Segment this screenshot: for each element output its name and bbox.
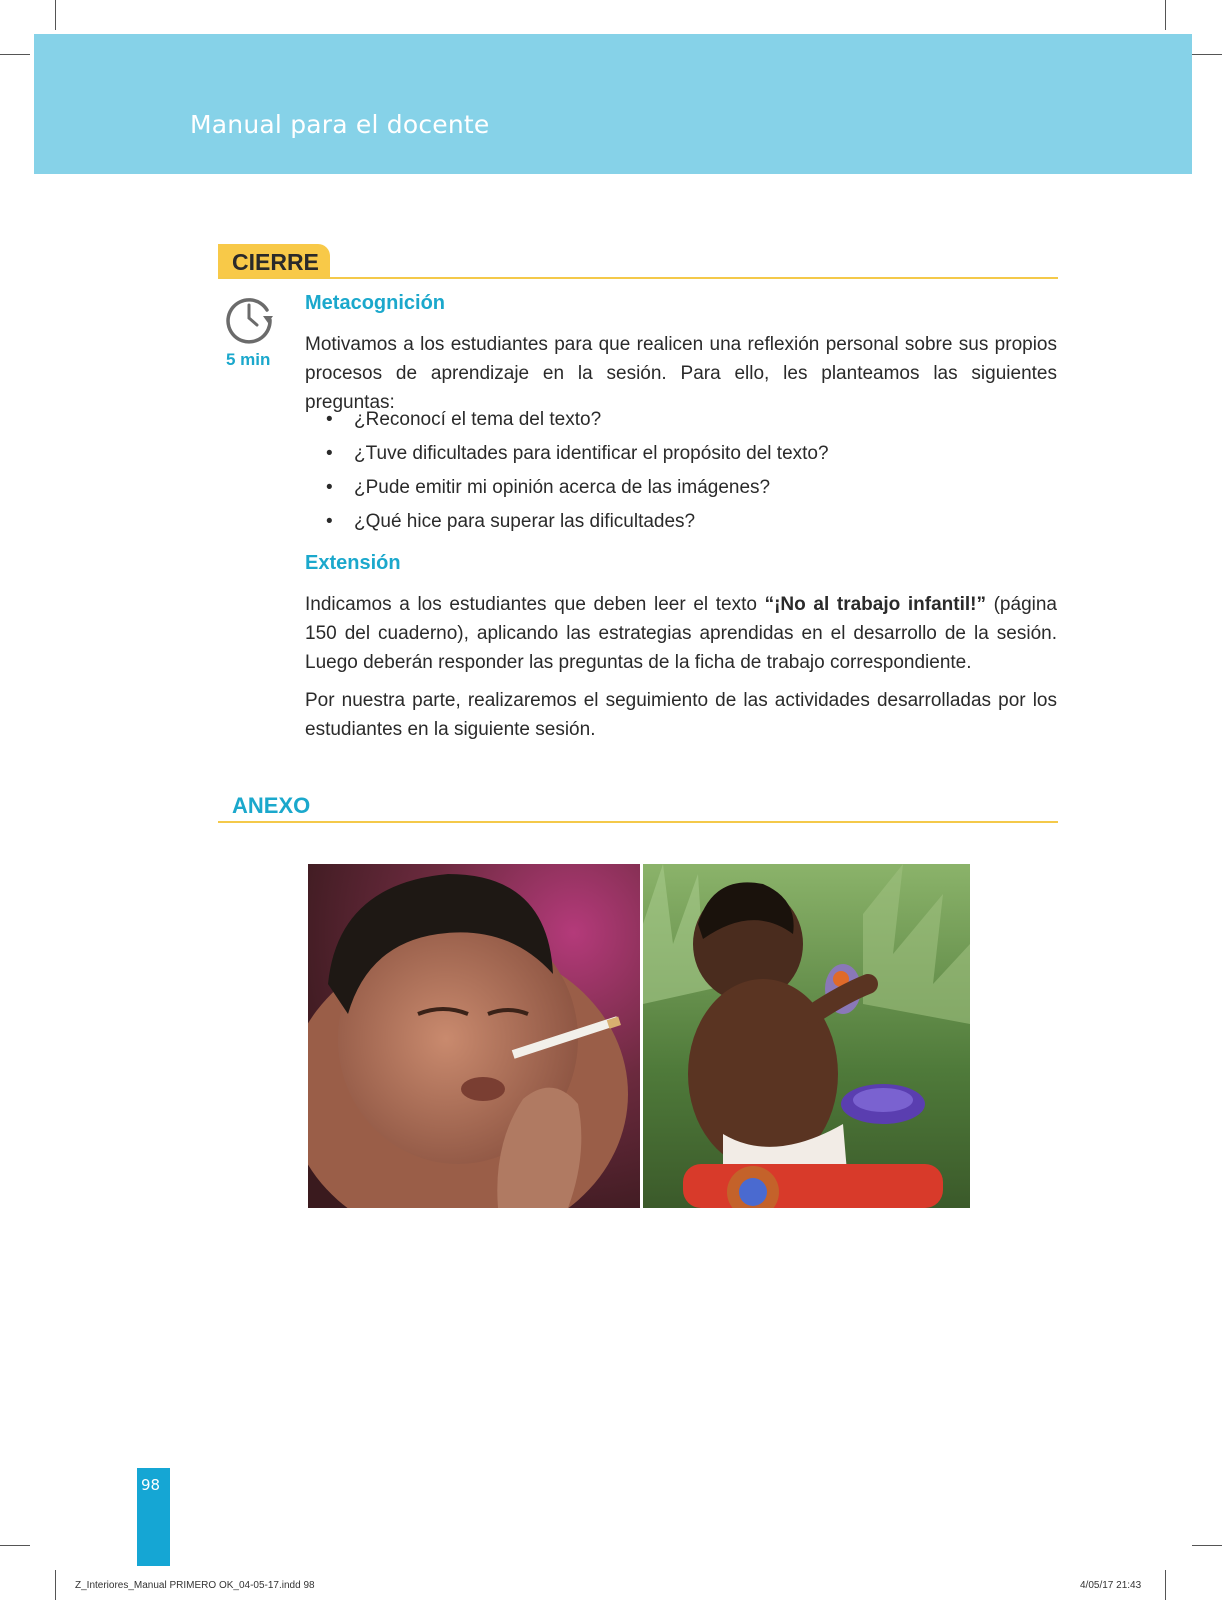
photo-child-smoking-closeup (308, 864, 640, 1208)
crop-mark (1165, 1570, 1166, 1600)
cierre-tab-label: CIERRE (232, 249, 319, 275)
extension-text-end: (página 150 del cuaderno), aplicando las estrategias aprendidas en el desarrollo de la sesión. Luego deberán responder las preguntas de la ficha de trabajo correspondiente. (305, 594, 1057, 673)
extension-text-start: Indicamos a los estudiantes que deben leer el texto (305, 594, 765, 615)
time-label: 5 min (226, 350, 271, 369)
extension-paragraph-2: Por nuestra parte, realizaremos el seguimiento de las actividades desarrolladas por los estudiantes en la siguiente sesión. (305, 690, 1057, 740)
header-band (34, 34, 1192, 174)
header-title: Manual para el docente (190, 110, 490, 139)
crop-mark (1192, 54, 1222, 55)
crop-mark (1165, 0, 1166, 30)
crop-mark (55, 0, 56, 30)
list-item: • ¿Tuve dificultades para identificar el propósito del texto? (320, 437, 829, 471)
file-info: Z_Interiores_Manual PRIMERO OK_04-05-17.indd 98 (75, 1580, 315, 1591)
cierre-rule (218, 277, 1058, 279)
crop-mark (1192, 1545, 1222, 1546)
crop-mark (0, 54, 30, 55)
cierre-tab (218, 244, 330, 279)
crop-mark (55, 1570, 56, 1600)
list-item: • ¿Pude emitir mi opinión acerca de las imágenes? (320, 471, 829, 505)
date-info: 4/05/17 21:43 (1080, 1580, 1142, 1591)
list-item: • ¿Qué hice para superar las dificultades? (320, 505, 829, 539)
crop-mark (0, 1545, 30, 1546)
question-list (320, 403, 829, 539)
metacognicion-heading: Metacognición (305, 292, 446, 314)
list-item: • ¿Reconocí el tema del texto? (320, 403, 829, 437)
text-title-bold: “¡No al trabajo infantil!” (764, 594, 986, 615)
clock-icon (223, 292, 275, 344)
page-number: 98 (141, 1476, 161, 1494)
metacognicion-intro: Motivamos a los estudiantes para que realicen una reflexión personal sobre sus propios procesos de aprendizaje en la sesión. Para ello, les planteamos las siguientes preguntas: (305, 334, 1057, 413)
photo-child-on-toy (643, 864, 970, 1208)
anexo-heading: ANEXO (232, 793, 311, 818)
extension-paragraph-1 (305, 590, 1057, 677)
extension-heading: Extensión (305, 552, 401, 574)
anexo-rule (218, 821, 1058, 823)
